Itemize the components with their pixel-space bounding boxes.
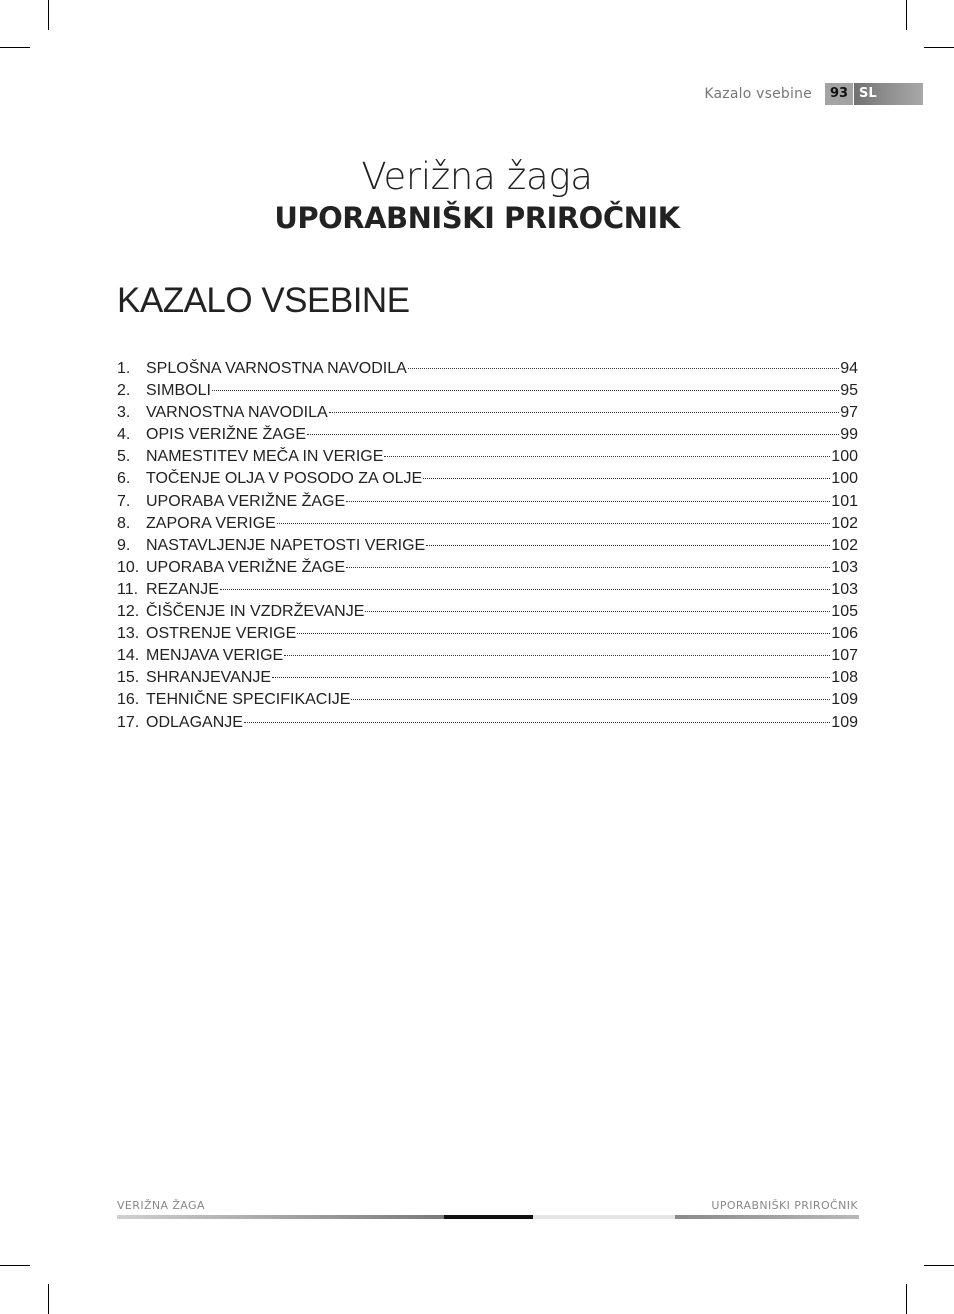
toc-heading: KAZALO VSEBINE xyxy=(117,281,410,320)
toc-entry-number: 9. xyxy=(117,536,131,554)
crop-mark xyxy=(906,0,907,30)
table-of-contents xyxy=(117,360,858,736)
toc-entry-title: ČIŠČENJE IN VZDRŽEVANJE xyxy=(146,603,365,621)
document-subtitle: UPORABNIŠKI PRIROČNIK xyxy=(274,201,680,235)
toc-entry-page: 101 xyxy=(831,492,858,510)
toc-entry-title: ZAPORA VERIGE xyxy=(146,514,276,532)
header-section-label: Kazalo vsebine xyxy=(704,86,812,102)
crop-mark xyxy=(924,1265,954,1266)
toc-leader-dots xyxy=(297,633,830,634)
toc-entry-page: 107 xyxy=(831,647,858,665)
footer-right-label: UPORABNIŠKI PRIROČNIK xyxy=(711,1199,858,1212)
toc-entry-number: 13. xyxy=(117,625,140,643)
toc-entry-page: 109 xyxy=(831,691,858,709)
toc-entry-title: OPIS VERIŽNE ŽAGE xyxy=(146,426,307,444)
toc-entry[interactable] xyxy=(117,360,858,382)
toc-entry-title: SPLOŠNA VARNOSTNA NAVODILA xyxy=(146,360,407,377)
document-title: Verižna žaga xyxy=(361,155,593,198)
toc-leader-dots xyxy=(307,434,839,435)
toc-entry-title: REZANJE xyxy=(146,580,219,598)
footer-bar-segment xyxy=(117,1215,444,1219)
toc-entry-title: NASTAVLJENJE NAPETOSTI VERIGE xyxy=(146,536,426,554)
toc-entry-number: 5. xyxy=(117,448,131,466)
crop-mark xyxy=(924,47,954,48)
crop-mark xyxy=(906,1284,907,1314)
toc-entry-title: SHRANJEVANJE xyxy=(146,669,272,687)
toc-entry-page: 100 xyxy=(831,470,858,488)
toc-entry[interactable] xyxy=(117,691,858,713)
toc-leader-dots xyxy=(272,677,830,678)
toc-entry-page: 94 xyxy=(840,360,858,377)
toc-leader-dots xyxy=(351,699,830,700)
crop-mark xyxy=(0,1265,30,1266)
toc-entry-title: UPORABA VERIŽNE ŽAGE xyxy=(146,558,346,576)
toc-leader-dots xyxy=(277,523,830,524)
toc-entry-page: 95 xyxy=(840,382,858,400)
toc-entry[interactable] xyxy=(117,581,858,603)
toc-entry-title: SIMBOLI xyxy=(146,382,211,400)
toc-entry-number: 7. xyxy=(117,492,131,510)
toc-leader-dots xyxy=(423,478,830,479)
toc-entry-number: 12. xyxy=(117,603,140,621)
toc-entry-number: 11. xyxy=(117,580,139,598)
toc-leader-dots xyxy=(346,501,830,502)
toc-entry-number: 2. xyxy=(117,382,131,400)
toc-entry-number: 14. xyxy=(117,647,140,665)
toc-entry[interactable] xyxy=(117,559,858,581)
header-page-number: 93 xyxy=(825,83,853,105)
toc-leader-dots xyxy=(346,567,830,568)
toc-leader-dots xyxy=(384,456,830,457)
toc-entry-page: 103 xyxy=(831,580,858,598)
toc-entry-page: 99 xyxy=(840,426,858,444)
toc-leader-dots xyxy=(365,611,830,612)
toc-entry[interactable] xyxy=(117,515,858,537)
toc-leader-dots xyxy=(220,589,830,590)
toc-entry-title: VARNOSTNA NAVODILA xyxy=(146,404,328,422)
toc-entry-page: 109 xyxy=(831,713,858,731)
toc-entry[interactable] xyxy=(117,714,858,736)
toc-entry-number: 16. xyxy=(117,691,140,709)
toc-entry-page: 106 xyxy=(831,625,858,643)
toc-leader-dots xyxy=(244,722,830,723)
toc-entry-title: NAMESTITEV MEČA IN VERIGE xyxy=(146,448,384,466)
toc-leader-dots xyxy=(329,412,840,413)
toc-entry-page: 100 xyxy=(831,448,858,466)
toc-entry[interactable] xyxy=(117,603,858,625)
footer-bar-segment xyxy=(444,1215,533,1219)
toc-entry[interactable] xyxy=(117,470,858,492)
toc-entry[interactable] xyxy=(117,404,858,426)
toc-entry-page: 102 xyxy=(831,514,858,532)
toc-entry-number: 6. xyxy=(117,470,131,488)
toc-entry-page: 105 xyxy=(831,603,858,621)
crop-mark xyxy=(0,47,30,48)
toc-entry[interactable] xyxy=(117,625,858,647)
toc-entry-title: OSTRENJE VERIGE xyxy=(146,625,297,643)
toc-entry-title: MENJAVA VERIGE xyxy=(146,647,284,665)
toc-entry-number: 8. xyxy=(117,514,131,532)
toc-entry-number: 15. xyxy=(117,669,140,687)
toc-entry-page: 108 xyxy=(831,669,858,687)
toc-entry[interactable] xyxy=(117,493,858,515)
toc-entry-title: TOČENJE OLJA V POSODO ZA OLJE xyxy=(146,470,423,488)
header-language-tab: SL xyxy=(854,83,923,105)
toc-entry-title: TEHNIČNE SPECIFIKACIJE xyxy=(146,691,351,709)
toc-entry[interactable] xyxy=(117,426,858,448)
toc-entry-number: 10. xyxy=(117,558,140,576)
toc-entry-page: 97 xyxy=(840,404,858,422)
toc-entry-number: 4. xyxy=(117,426,131,444)
toc-leader-dots xyxy=(408,368,839,369)
toc-entry-title: UPORABA VERIŽNE ŽAGE xyxy=(146,492,346,510)
toc-entry-page: 103 xyxy=(831,558,858,576)
toc-leader-dots xyxy=(284,655,830,656)
crop-mark xyxy=(48,1284,49,1314)
toc-entry[interactable] xyxy=(117,448,858,470)
toc-leader-dots xyxy=(426,545,830,546)
crop-mark xyxy=(48,0,49,30)
toc-entry-number: 17. xyxy=(117,713,140,731)
footer-bar-segment xyxy=(675,1215,859,1219)
toc-entry-number: 1. xyxy=(117,360,131,377)
toc-entry[interactable] xyxy=(117,647,858,669)
toc-entry[interactable] xyxy=(117,537,858,559)
toc-entry[interactable] xyxy=(117,382,858,404)
toc-entry-number: 3. xyxy=(117,404,131,422)
footer-bar-segment xyxy=(533,1215,675,1219)
toc-entry[interactable] xyxy=(117,669,858,691)
toc-entry-page: 102 xyxy=(831,536,858,554)
footer-left-label: VERIŽNA ŽAGA xyxy=(117,1199,205,1212)
toc-entry-title: ODLAGANJE xyxy=(146,713,243,731)
toc-leader-dots xyxy=(212,390,839,391)
